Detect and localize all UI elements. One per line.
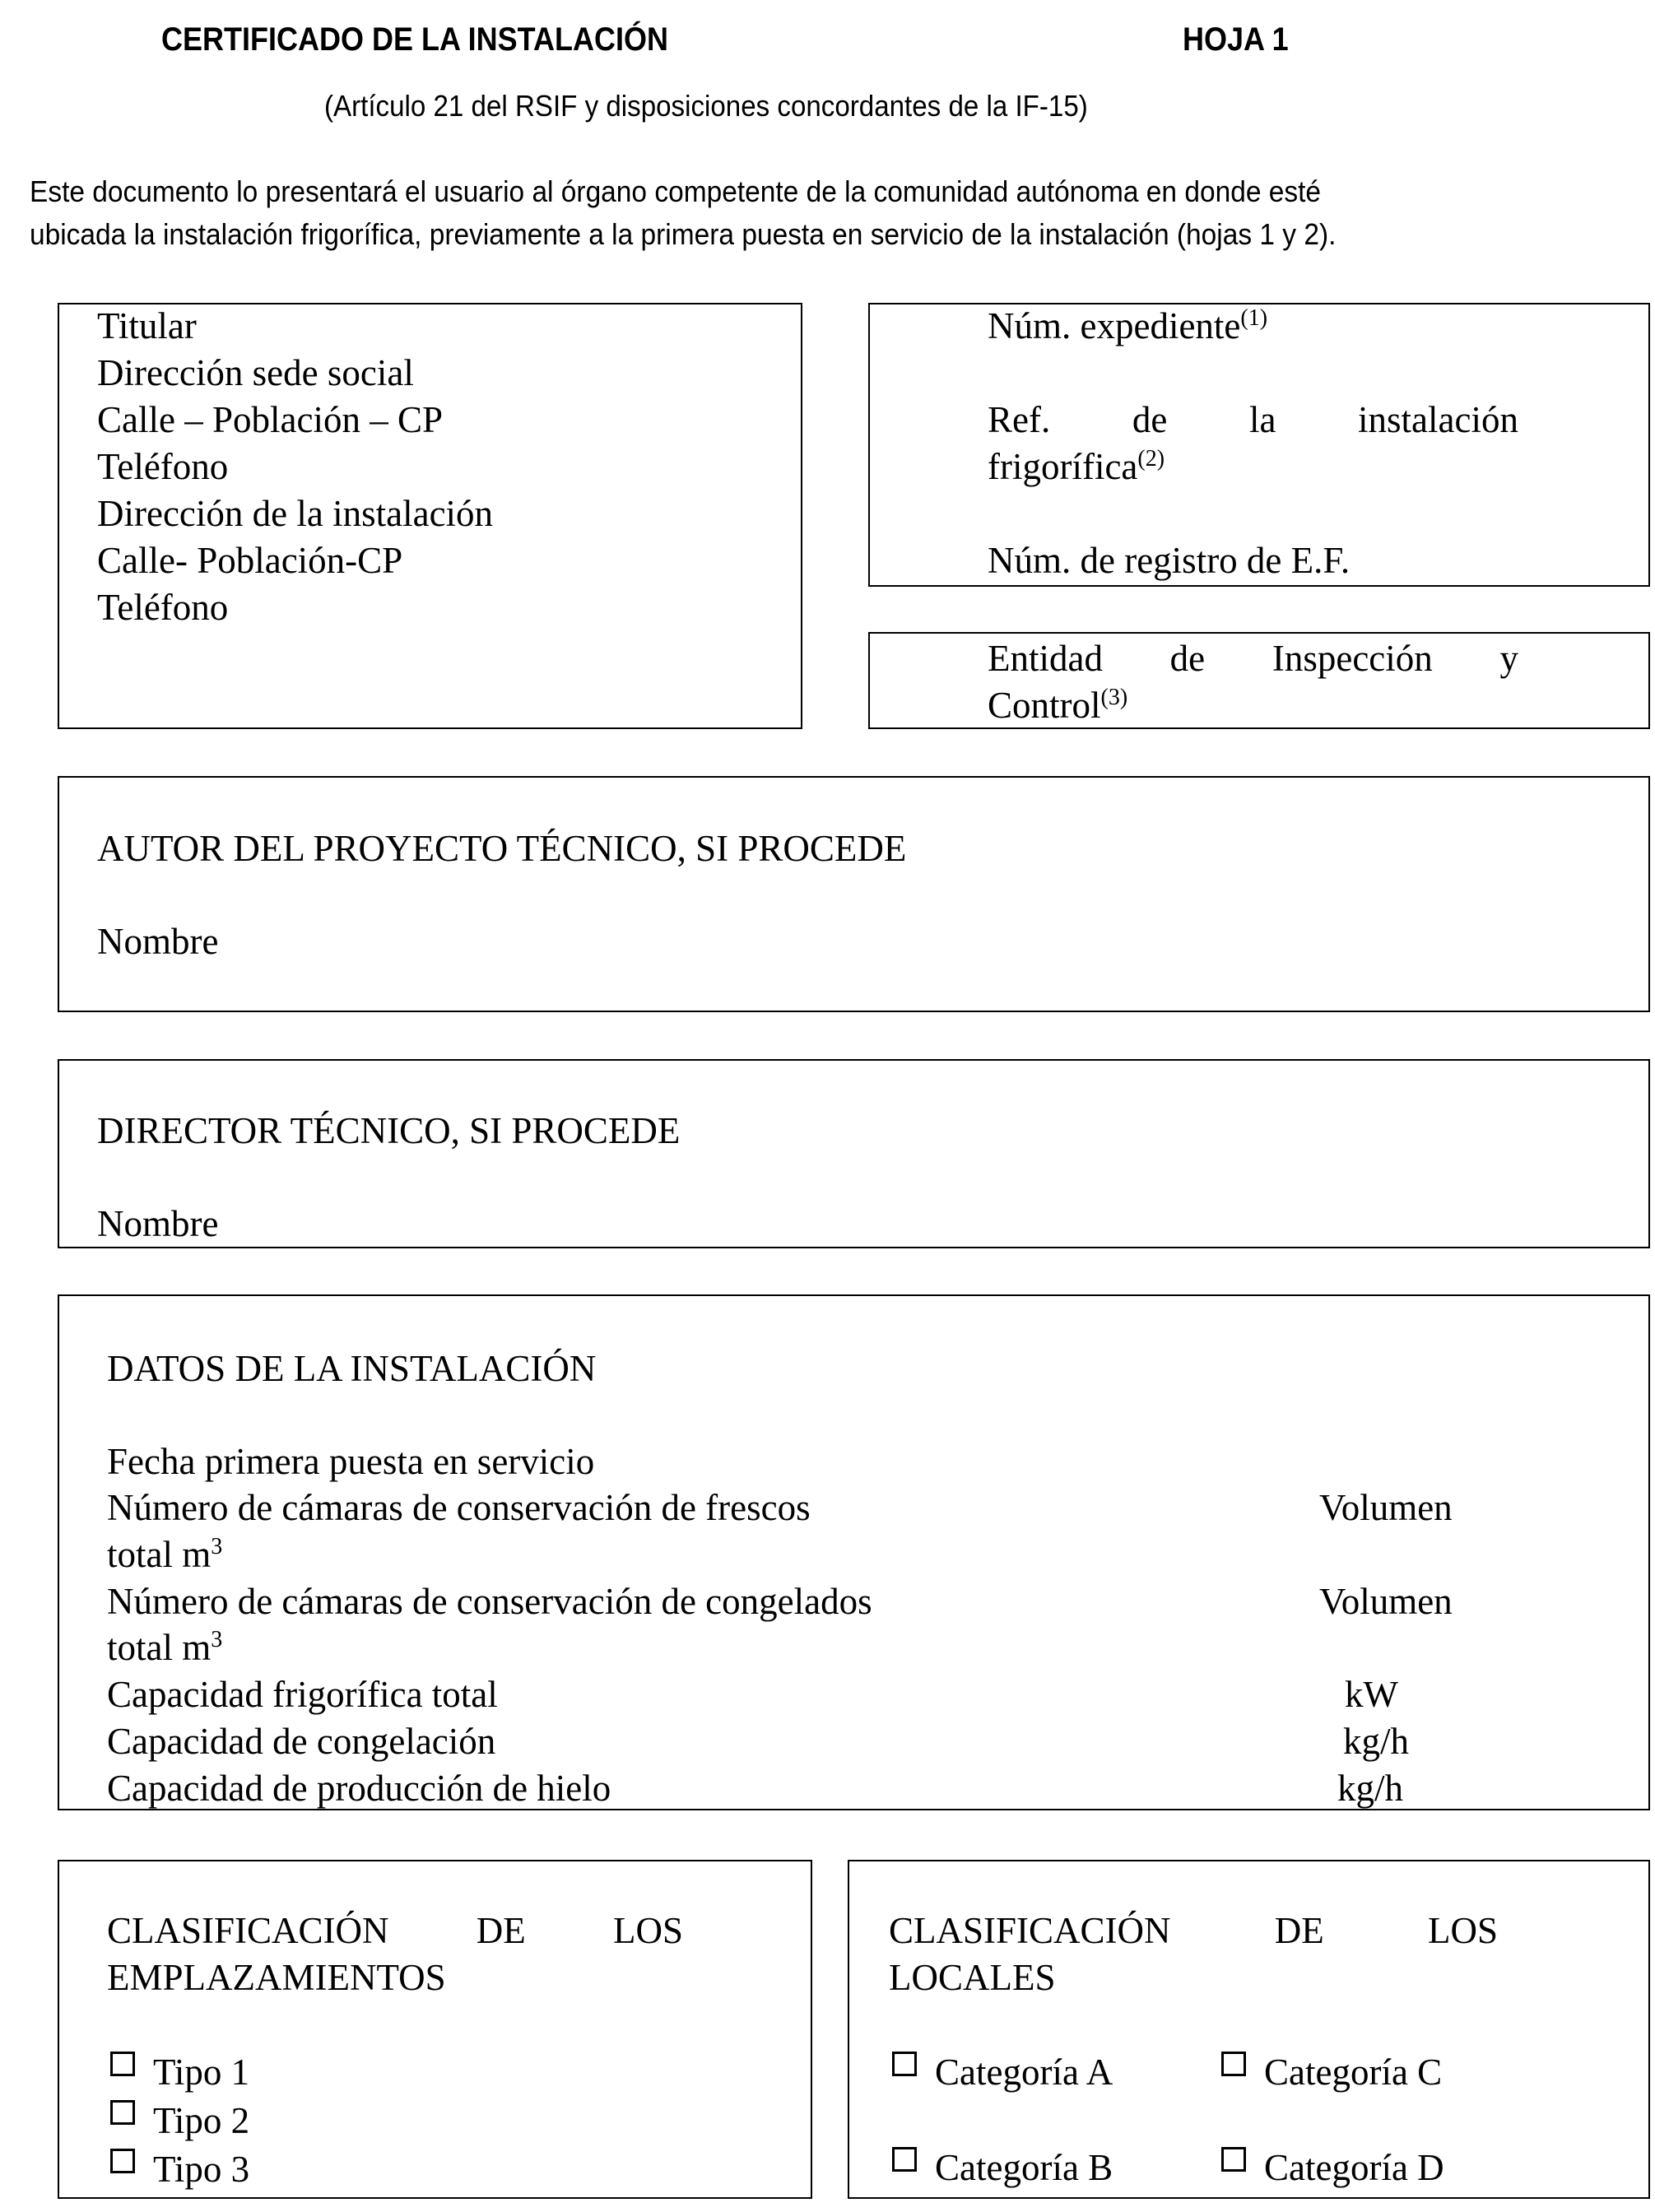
option-tipo-2: Tipo 2: [110, 2098, 249, 2145]
checkbox[interactable]: [892, 2147, 917, 2172]
datos-heading: DATOS DE LA INSTALACIÓN: [107, 1348, 597, 1389]
titular-label: Titular: [97, 305, 197, 346]
cubed-superscript: 3: [211, 1534, 223, 1559]
capacidad-congelacion-label: Capacidad de congelación: [107, 1721, 496, 1762]
document-title: CERTIFICADO DE LA INSTALACIÓN: [161, 21, 668, 58]
director-heading: DIRECTOR TÉCNICO, SI PROCEDE: [97, 1110, 681, 1151]
entidad-control-label: Control: [988, 685, 1101, 726]
locales-box: [848, 1860, 1650, 2199]
sede-social-label: Dirección sede social: [97, 352, 414, 393]
expediente-box: [868, 303, 1650, 587]
autor-nombre-label: Nombre: [97, 921, 219, 962]
checkbox[interactable]: [892, 2052, 917, 2076]
checkbox[interactable]: [110, 2149, 135, 2173]
locales-heading-line2: LOCALES: [889, 1957, 1056, 1998]
ref-instalacion-label: Ref. de la instalación: [988, 399, 1518, 440]
director-nombre-label: Nombre: [97, 1203, 219, 1244]
intro-line-2: ubicada la instalación frigorífica, previamente a la primera puesta en servicio de la instalación (hojas 1 y 2).: [30, 217, 1337, 251]
option-categoria-a: Categoría A: [892, 2049, 1113, 2096]
entidad-inspeccion-label: Entidad de Inspección y: [988, 638, 1518, 679]
num-expediente-label: Núm. expediente$^{(1)}$: [988, 305, 1268, 346]
datos-box: [58, 1294, 1650, 1810]
titular-box: [58, 303, 802, 729]
cubed-superscript: 3: [211, 1627, 223, 1652]
registro-ef-label: Núm. de registro de E.F.: [988, 540, 1350, 581]
emplazamientos-heading: CLASIFICACIÓN DE LOS: [107, 1910, 683, 1951]
frescos-volumen-label: Volumen: [1319, 1487, 1453, 1528]
frescos-label: Número de cámaras de conservación de frescos: [107, 1487, 811, 1528]
locales-heading: CLASIFICACIÓN DE LOS: [889, 1910, 1498, 1951]
congelados-total-label: total m: [107, 1627, 212, 1668]
sheet-number: HOJA 1: [1183, 21, 1289, 58]
autor-box: [58, 776, 1650, 1012]
direccion-instalacion-label: Dirección de la instalación: [97, 493, 494, 534]
instalacion-telefono-label: Teléfono: [97, 587, 229, 628]
capacidad-congelacion-unit: kg/h: [1343, 1721, 1410, 1762]
intro-line-1: Este documento lo presentará el usuario al órgano competente de la comunidad autónoma en donde esté: [30, 174, 1322, 208]
footnote-ref-2: (2): [1137, 446, 1165, 472]
footnote-ref-1: (1): [1240, 305, 1268, 331]
capacidad-frigorifica-unit: kW: [1345, 1674, 1398, 1715]
footnote-ref-3: (3): [1100, 685, 1128, 710]
entidad-box: [868, 632, 1650, 729]
option-tipo-3: Tipo 3: [110, 2146, 249, 2193]
checkbox[interactable]: [1221, 2147, 1246, 2172]
option-categoria-d: Categoría D: [1221, 2145, 1444, 2191]
emplazamientos-box: [58, 1860, 812, 2199]
instalacion-calle-label: Calle- Población-CP: [97, 540, 403, 581]
fecha-label: Fecha primera puesta en servicio: [107, 1441, 595, 1482]
autor-heading: AUTOR DEL PROYECTO TÉCNICO, SI PROCEDE: [97, 828, 907, 869]
ref-frigorifica-label: frigorífica: [988, 446, 1138, 487]
option-categoria-c: Categoría C: [1221, 2049, 1442, 2096]
checkbox[interactable]: [1221, 2052, 1246, 2076]
capacidad-hielo-label: Capacidad de producción de hielo: [107, 1768, 611, 1809]
document-subtitle: (Artículo 21 del RSIF y disposiciones concordantes de la IF-15): [324, 89, 1088, 123]
congelados-label: Número de cámaras de conservación de congelados: [107, 1581, 872, 1622]
checkbox[interactable]: [110, 2052, 135, 2076]
frescos-total-label: total m: [107, 1534, 212, 1575]
director-box: [58, 1059, 1650, 1248]
option-tipo-1: Tipo 1: [110, 2049, 249, 2096]
option-categoria-b: Categoría B: [892, 2145, 1113, 2191]
sede-telefono-label: Teléfono: [97, 446, 229, 487]
capacidad-hielo-unit: kg/h: [1337, 1768, 1404, 1809]
capacidad-frigorifica-label: Capacidad frigorífica total: [107, 1674, 498, 1715]
congelados-volumen-label: Volumen: [1319, 1581, 1453, 1622]
checkbox[interactable]: [110, 2100, 135, 2125]
sede-calle-label: Calle – Población – CP: [97, 399, 443, 440]
emplazamientos-heading-line2: EMPLAZAMIENTOS: [107, 1957, 446, 1998]
